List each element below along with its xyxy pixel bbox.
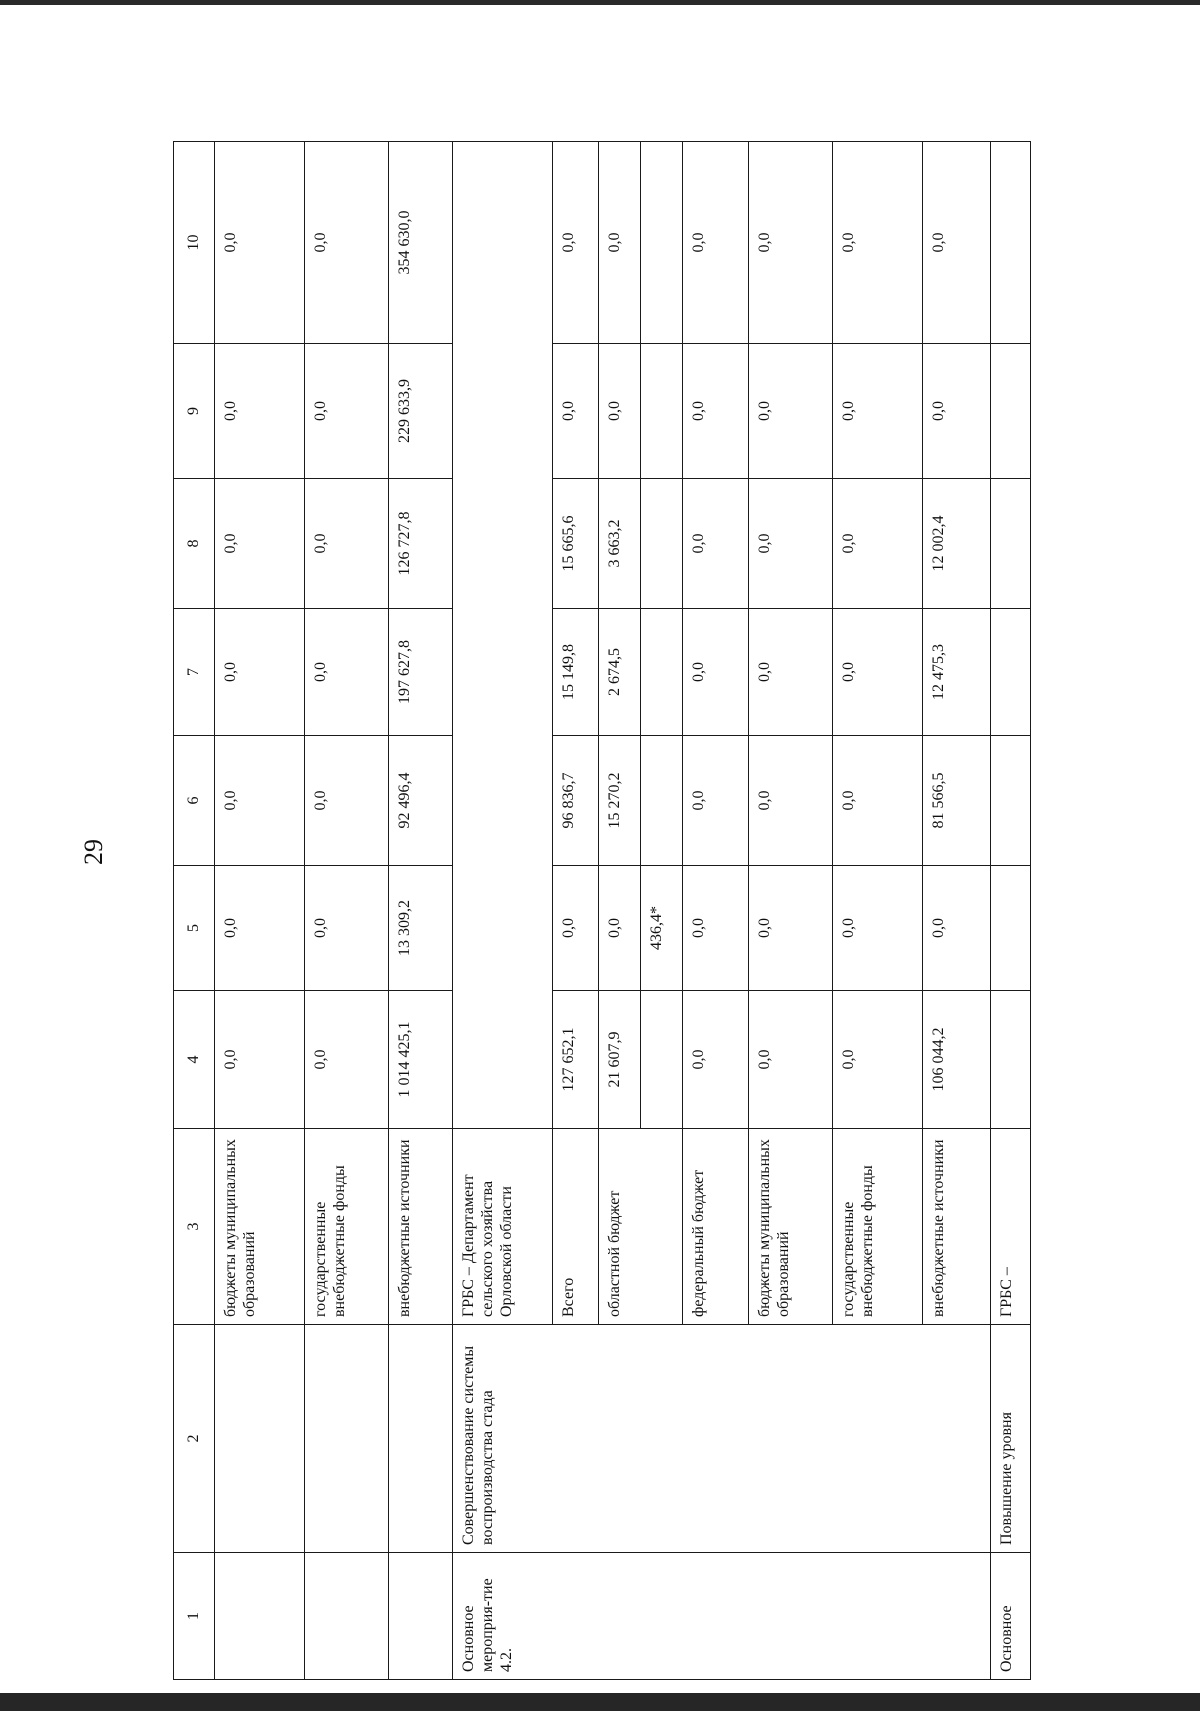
col-header-5: 5 (174, 866, 215, 991)
value-cell: 0,0 (749, 142, 833, 344)
value-cell: 106 044,2 (923, 991, 991, 1129)
value-cell: 0,0 (923, 866, 991, 991)
cell (215, 1325, 305, 1553)
cell (991, 609, 1031, 736)
value-cell: 15 270,2 (599, 736, 641, 866)
cell (389, 1553, 453, 1680)
col-header-8: 8 (174, 479, 215, 609)
value-cell: 0,0 (749, 736, 833, 866)
value-cell: 0,0 (833, 866, 923, 991)
value-cell: 21 607,9 (599, 991, 641, 1129)
value-cell: 2 674,5 (599, 609, 641, 736)
value-cell: 0,0 (833, 142, 923, 344)
value-cell: 0,0 (833, 609, 923, 736)
cell (453, 142, 553, 1129)
table-row (991, 142, 1031, 1680)
value-cell: 0,0 (683, 736, 749, 866)
value-cell: 0,0 (215, 142, 305, 344)
value-cell: 0,0 (599, 344, 641, 479)
value-cell: 197 627,8 (389, 609, 453, 736)
value-cell: 1 014 425,1 (389, 991, 453, 1129)
value-cell: 15 149,8 (553, 609, 599, 736)
table-row (305, 142, 389, 1680)
col-header-2: 2 (174, 1325, 215, 1553)
value-cell: 3 663,2 (599, 479, 641, 609)
source-label: государственные внебюджетные фонды (833, 1129, 923, 1325)
value-cell: 0,0 (215, 991, 305, 1129)
grbs-label: ГРБС – (991, 1129, 1031, 1325)
value-cell: 96 836,7 (553, 736, 599, 866)
rotated-page (173, 142, 1103, 1680)
source-label: областной бюджет (599, 1129, 683, 1325)
col-header-6: 6 (174, 736, 215, 866)
col-header-1: 1 (174, 1553, 215, 1680)
value-cell: 0,0 (305, 866, 389, 991)
value-cell: 92 496,4 (389, 736, 453, 866)
cell (641, 991, 683, 1129)
cell (991, 866, 1031, 991)
table-row (453, 142, 553, 1680)
value-cell: 0,0 (305, 344, 389, 479)
page-number: 29 (79, 839, 108, 865)
source-label: бюджеты муниципальных образований (749, 1129, 833, 1325)
value-cell: 0,0 (923, 142, 991, 344)
value-cell: 0,0 (305, 479, 389, 609)
cell (991, 736, 1031, 866)
col-header-9: 9 (174, 344, 215, 479)
value-cell: 354 630,0 (389, 142, 453, 344)
measure-number: Основное (991, 1553, 1031, 1680)
value-cell: 0,0 (553, 344, 599, 479)
value-cell: 0,0 (599, 142, 641, 344)
cell (641, 736, 683, 866)
table-row (389, 142, 453, 1680)
value-cell: 0,0 (215, 866, 305, 991)
value-cell: 229 633,9 (389, 344, 453, 479)
value-cell: 0,0 (305, 991, 389, 1129)
source-label: Всего (553, 1129, 599, 1325)
funding-table (173, 141, 1031, 1680)
cell (641, 609, 683, 736)
value-cell: 0,0 (683, 991, 749, 1129)
table-row (215, 142, 305, 1680)
grbs-label: ГРБС – Департамент сельского хозяйства Орловской области (453, 1129, 553, 1325)
value-cell: 15 665,6 (553, 479, 599, 609)
value-cell: 81 566,5 (923, 736, 991, 866)
measure-title: Совершенствование системы воспроизводства стада (453, 1325, 991, 1553)
value-cell: 13 309,2 (389, 866, 453, 991)
value-cell: 0,0 (215, 479, 305, 609)
value-cell: 0,0 (215, 736, 305, 866)
value-cell: 0,0 (553, 142, 599, 344)
source-label: внебюджетные источники (923, 1129, 991, 1325)
measure-title: Повышение уровня (991, 1325, 1031, 1553)
col-header-10: 10 (174, 142, 215, 344)
value-cell: 0,0 (833, 344, 923, 479)
source-label: федеральный бюджет (683, 1129, 749, 1325)
value-cell: 0,0 (749, 991, 833, 1129)
cell (641, 479, 683, 609)
value-cell: 0,0 (749, 866, 833, 991)
value-cell: 12 475,3 (923, 609, 991, 736)
value-cell: 12 002,4 (923, 479, 991, 609)
value-cell: 0,0 (923, 344, 991, 479)
source-label: внебюджетные источники (389, 1129, 453, 1325)
value-cell: 0,0 (749, 344, 833, 479)
value-cell: 0,0 (215, 344, 305, 479)
source-label: государственные внебюджетные фонды (305, 1129, 389, 1325)
value-cell: 126 727,8 (389, 479, 453, 609)
scan-top-edge (0, 0, 1200, 5)
cell (215, 1553, 305, 1680)
value-cell: 0,0 (683, 479, 749, 609)
value-cell: 0,0 (749, 479, 833, 609)
value-cell: 0,0 (683, 344, 749, 479)
value-cell: 0,0 (683, 609, 749, 736)
value-cell: 0,0 (833, 991, 923, 1129)
col-header-4: 4 (174, 991, 215, 1129)
value-cell: 0,0 (833, 479, 923, 609)
value-cell: 0,0 (833, 736, 923, 866)
cell (991, 479, 1031, 609)
cell (305, 1325, 389, 1553)
col-header-7: 7 (174, 609, 215, 736)
cell (991, 142, 1031, 344)
value-cell: 0,0 (215, 609, 305, 736)
value-cell: 0,0 (599, 866, 641, 991)
cell (991, 344, 1031, 479)
value-cell: 0,0 (683, 866, 749, 991)
measure-number: Основное мероприя-тие 4.2. (453, 1553, 991, 1680)
value-cell: 0,0 (305, 609, 389, 736)
value-cell: 0,0 (749, 609, 833, 736)
cell (641, 142, 683, 344)
value-cell: 0,0 (305, 736, 389, 866)
scan-bottom-edge (0, 1693, 1200, 1711)
value-cell: 0,0 (305, 142, 389, 344)
cell (389, 1325, 453, 1553)
column-number-row (174, 142, 215, 1680)
value-cell: 127 652,1 (553, 991, 599, 1129)
cell (991, 991, 1031, 1129)
value-cell: 0,0 (553, 866, 599, 991)
col-header-3: 3 (174, 1129, 215, 1325)
source-label: бюджеты муниципальных образований (215, 1129, 305, 1325)
cell (641, 344, 683, 479)
value-cell-footnote: 436,4* (641, 866, 683, 991)
cell (305, 1553, 389, 1680)
value-cell: 0,0 (683, 142, 749, 344)
